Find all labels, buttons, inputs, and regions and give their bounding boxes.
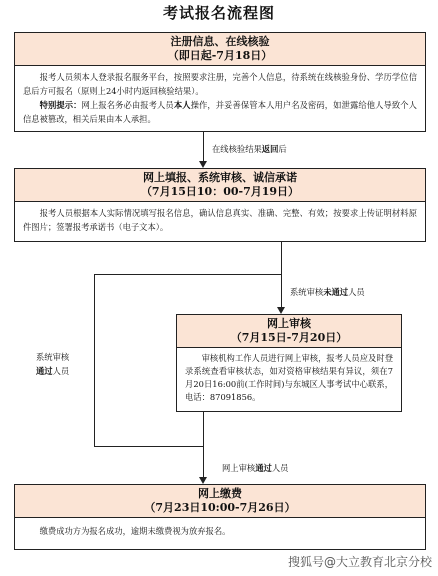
step-fill-header bbox=[15, 169, 425, 202]
loop-line-top bbox=[94, 274, 281, 275]
step-register-verify bbox=[14, 32, 426, 132]
step-online-payment bbox=[14, 484, 426, 550]
notice-post: 操作，并妥善保管本人用户名及密码，如泄露给他人导致个人信息被篡改，相关后果由本人承担。 bbox=[23, 100, 417, 124]
arrow-down-icon bbox=[277, 307, 285, 314]
connector-line bbox=[203, 412, 204, 478]
notice-bold: 本人 bbox=[173, 100, 191, 110]
step-payment-body bbox=[15, 518, 425, 541]
step-online-review bbox=[176, 314, 402, 412]
flow-label-verified: 在线核验结果返回后 bbox=[212, 144, 287, 154]
step-fill-heading: 网上填报、系统审核、诚信承诺 bbox=[143, 171, 297, 184]
step-review-heading: 网上审核 bbox=[267, 317, 311, 330]
step-payment-date: （7月23日10:00-7月26日） bbox=[144, 501, 296, 514]
flow-label-not-passed: 系统审核未通过人员 bbox=[290, 287, 365, 297]
step-fill-date: （7月15日10：00-7月19日） bbox=[140, 185, 300, 198]
step-register-notice bbox=[23, 98, 417, 126]
step-fill-body bbox=[15, 202, 425, 237]
connector-line bbox=[203, 132, 204, 162]
flow-label-passed-system: 系统审核 通过人员 bbox=[36, 352, 70, 376]
step-payment-heading: 网上缴费 bbox=[198, 487, 242, 500]
step-register-header bbox=[15, 33, 425, 66]
step-payment-header bbox=[15, 485, 425, 518]
step-review-text: 审核机构工作人员进行网上审核，报考人员应及时登录系统查看审核状态，如对资格审核结果有异议，须在7月20日16:00前(工作时间)与东城区人事考试中心联系，电话：87091856。 bbox=[185, 353, 393, 402]
page-title: 考试报名流程图 bbox=[162, 4, 275, 22]
step-fill-text: 报考人员根据本人实际情况填写报名信息，确认信息真实、准确、完整、有效；按要求上传证明材料原件图片；签署报考承诺书（电子文本）。 bbox=[23, 208, 417, 232]
connector-line bbox=[281, 242, 282, 308]
step-review-body bbox=[177, 348, 401, 407]
step-payment-text: 缴费成功方为报名成功，逾期未缴费视为放弃报名。 bbox=[39, 526, 231, 536]
step-review-header bbox=[177, 315, 401, 348]
loop-line-left bbox=[94, 274, 95, 446]
arrow-down-icon bbox=[199, 477, 207, 484]
notice-pre: 网上报名务必由报考人员 bbox=[81, 100, 174, 110]
flow-label-review-passed: 网上审核通过人员 bbox=[222, 463, 289, 473]
step-register-heading: 注册信息、在线核验 bbox=[170, 35, 270, 48]
notice-label: 特别提示： bbox=[39, 100, 82, 110]
step-review-date: （7月15日-7月20日） bbox=[230, 331, 348, 344]
step-register-date: （即日起-7月18日） bbox=[167, 49, 273, 62]
arrow-down-icon bbox=[199, 161, 207, 168]
step-register-text: 报考人员须本人登录报名服务平台，按照要求注册，完善个人信息，待系统在线核验身份、学历学位信息后方可报名（原则上24小时内返回核验结果）。 bbox=[23, 72, 417, 96]
step-fill-review-pledge bbox=[14, 168, 426, 242]
watermark: 搜狐号@大立教育北京分校 bbox=[287, 555, 432, 569]
step-register-body bbox=[15, 66, 425, 129]
loop-line-bottom bbox=[94, 446, 204, 447]
